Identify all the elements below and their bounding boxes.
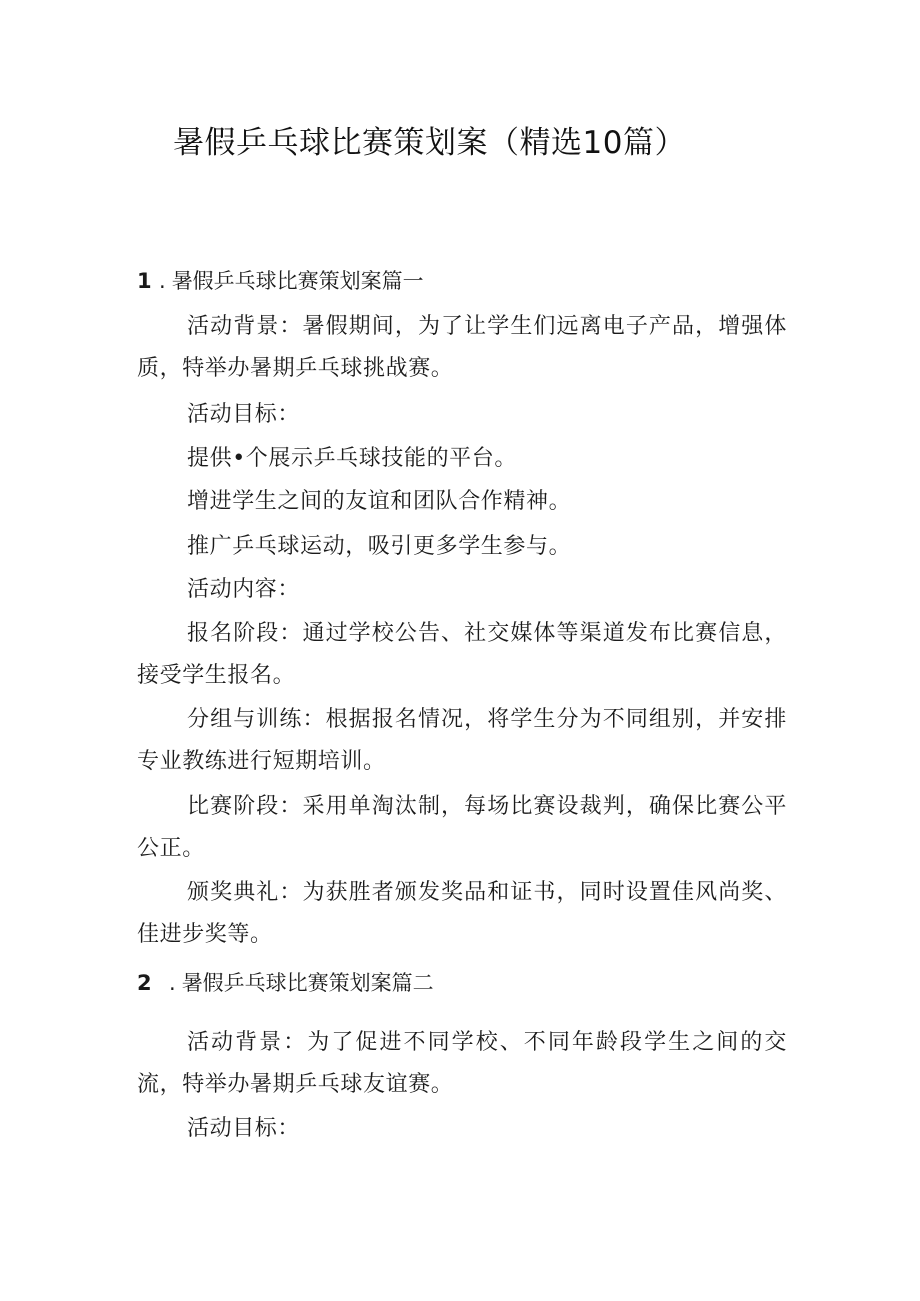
paragraph: 分组与训练：根据报名情况，将学生分为不同组别，并安排专业教练进行短期培训。 xyxy=(137,707,787,774)
section-title: 暑假乒乓球比赛策划案篇二 xyxy=(181,971,434,995)
paragraph: 报名阶段：通过学校公告、社交媒体等渠道发布比赛信息，接受学生报名。 xyxy=(137,621,787,688)
paragraph: 活动目标： xyxy=(187,1116,301,1141)
paragraph: 增进学生之间的友谊和团队合作精神。 xyxy=(187,489,572,514)
section-heading-1 xyxy=(137,266,424,296)
paragraph: 颁奖典礼：为获胜者颁发奖品和证书，同时设置佳风尚奖、佳进步奖等。 xyxy=(137,880,787,947)
section-heading-2 xyxy=(137,968,434,998)
section-number: 1 xyxy=(137,269,152,293)
paragraph: 活动目标： xyxy=(187,402,301,427)
paragraph: 推广乒乓球运动，吸引更多学生参与。 xyxy=(187,534,572,559)
section-title: 暑假乒乓球比赛策划案篇一 xyxy=(171,269,424,293)
paragraph: 比赛阶段：采用单淘汰制，每场比赛设裁判，确保比赛公平公正。 xyxy=(137,794,787,861)
section-number: 2 xyxy=(137,971,152,995)
section-dot: . xyxy=(159,269,166,293)
paragraph: 活动背景：为了促进不同学校、不同年龄段学生之间的交流，特举办暑期乒乓球友谊赛。 xyxy=(137,1030,787,1097)
paragraph: 活动内容： xyxy=(187,577,301,602)
paragraph: 提供•个展示乒乓球技能的平台。 xyxy=(187,446,517,471)
paragraph: 活动背景：暑假期间，为了让学生们远离电子产品，增强体质，特举办暑期乒乓球挑战赛。 xyxy=(137,314,787,381)
section-dot: . xyxy=(169,971,176,995)
document-title: 暑假乒乓球比赛策划案（精选10篇） xyxy=(173,125,686,161)
